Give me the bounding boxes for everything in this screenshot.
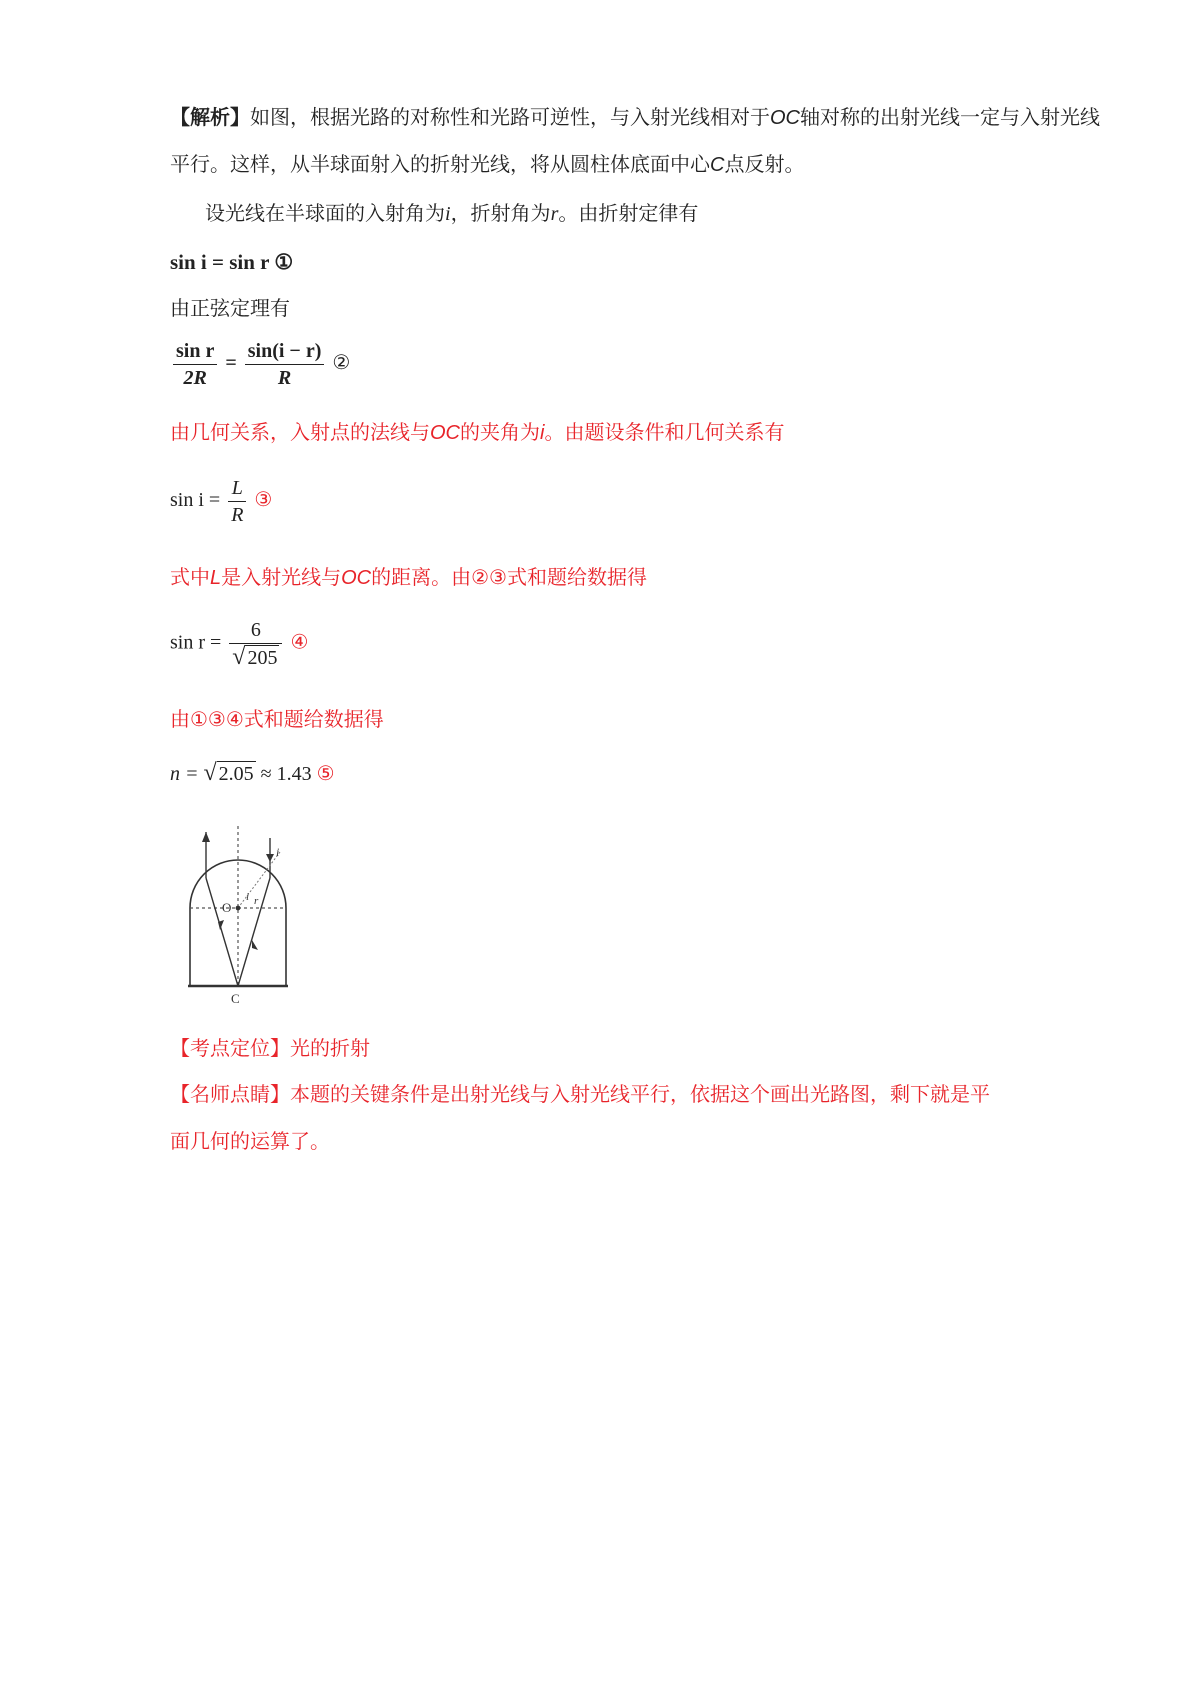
axis-oc-2: OC — [430, 422, 460, 444]
analysis-text-2a: 设光线在半球面的入射角为 — [205, 201, 445, 225]
eq5-radical-sign: √ — [203, 760, 217, 786]
eq3-num: L — [228, 475, 246, 502]
eq2-frac-left — [173, 338, 217, 391]
eq2-num-left: sin r — [173, 338, 217, 365]
eq2-den-left: 2R — [183, 367, 207, 389]
equation-4 — [170, 617, 308, 671]
analysis-text-2b: ，折射角为 — [450, 201, 551, 225]
eq4-num: 6 — [229, 617, 282, 644]
emergent-arrow-icon — [202, 832, 210, 842]
equation-5 — [170, 759, 335, 788]
equation-1: sin i = sin r ① — [170, 250, 294, 274]
angle-r: r — [550, 203, 559, 225]
optics-diagram — [168, 818, 303, 1008]
eq3-mark: ③ — [254, 489, 273, 512]
eq2-mark: ② — [332, 352, 351, 375]
red-text-4c: 。由题设条件和几何关系有 — [544, 420, 785, 444]
center-point-o — [236, 906, 241, 911]
label-i-inner: i — [246, 891, 250, 903]
red-line-3: 由①③④式和题给数据得 — [170, 707, 384, 731]
reflected-ray — [206, 878, 238, 986]
eq4-radical-sign: √ — [232, 644, 246, 670]
eq4-frac — [229, 617, 282, 671]
eq5-lhs: n = — [170, 763, 199, 785]
eq5-mark: ⑤ — [316, 763, 335, 785]
analysis-line-sine-law: 由正弦定理有 — [170, 296, 290, 320]
eq4-mark: ④ — [290, 631, 309, 654]
mingshi-line-2: 面几何的运算了。 — [170, 1129, 330, 1153]
analysis-text-1c: 平行。这样，从半球面射入的折射光线，将从圆柱体底面中心 — [170, 152, 710, 176]
red-text-5c: 的距离。由②③式和题给数据得 — [371, 565, 647, 589]
analysis-line-1 — [170, 103, 1100, 132]
analysis-text-1d: 点反射。 — [724, 152, 805, 176]
angle-i: i — [445, 203, 451, 225]
eq4-den: 205 — [247, 647, 278, 669]
eq4-den-wrap — [229, 644, 282, 671]
red-line-2 — [170, 563, 647, 592]
analysis-line-3 — [205, 199, 698, 228]
equation-3 — [170, 475, 272, 528]
optics-figure — [168, 818, 303, 1008]
point-c: C — [710, 154, 725, 176]
eq2-equals: = — [225, 352, 237, 375]
axis-oc-3: OC — [341, 567, 372, 589]
eq2-frac-right — [245, 338, 325, 391]
red-text-5b: 是入射光线与 — [221, 565, 342, 589]
red-text-5a: 式中 — [170, 565, 210, 589]
analysis-text-2c: 。由折射定律有 — [558, 201, 699, 225]
eq2-num-right: sin(i − r) — [245, 338, 325, 365]
refracted-arrow-icon — [252, 940, 258, 950]
eq3-frac — [228, 475, 246, 528]
analysis-text-1a: 如图，根据光路的对称性和光路可逆性，与入射光线相对于 — [250, 105, 770, 129]
kaodian-line: 【考点定位】光的折射 — [170, 1036, 370, 1060]
eq5-rhs: ≈ 1.43 — [260, 763, 312, 785]
analysis-line-2 — [170, 150, 804, 179]
eq4-lhs: sin r = — [170, 631, 222, 654]
axis-oc-1: OC — [770, 107, 800, 129]
label-i-outer: i — [276, 845, 280, 859]
red-line-1 — [170, 418, 784, 447]
angle-i-2: i — [540, 422, 545, 444]
red-text-4b: 的夹角为 — [460, 420, 540, 444]
eq3-den: R — [231, 504, 244, 526]
analysis-text-1b: 轴对称的出射光线一定与入射光线 — [800, 105, 1100, 129]
distance-l: L — [210, 567, 222, 589]
eq2-den-right: R — [277, 367, 292, 389]
mingshi-line-1: 【名师点睛】本题的关键条件是出射光线与入射光线平行，依据这个画出光路图，剩下就是平 — [170, 1082, 990, 1106]
analysis-tag: 【解析】 — [170, 105, 250, 129]
label-c: C — [231, 991, 240, 1006]
equation-2 — [170, 338, 350, 391]
incident-arrow-icon — [266, 854, 274, 862]
eq3-lhs: sin i = — [170, 489, 221, 512]
red-text-4a: 由几何关系，入射点的法线与 — [170, 420, 430, 444]
label-o: O — [222, 900, 232, 915]
eq5-rad: 2.05 — [218, 763, 254, 785]
label-r: r — [254, 895, 259, 907]
